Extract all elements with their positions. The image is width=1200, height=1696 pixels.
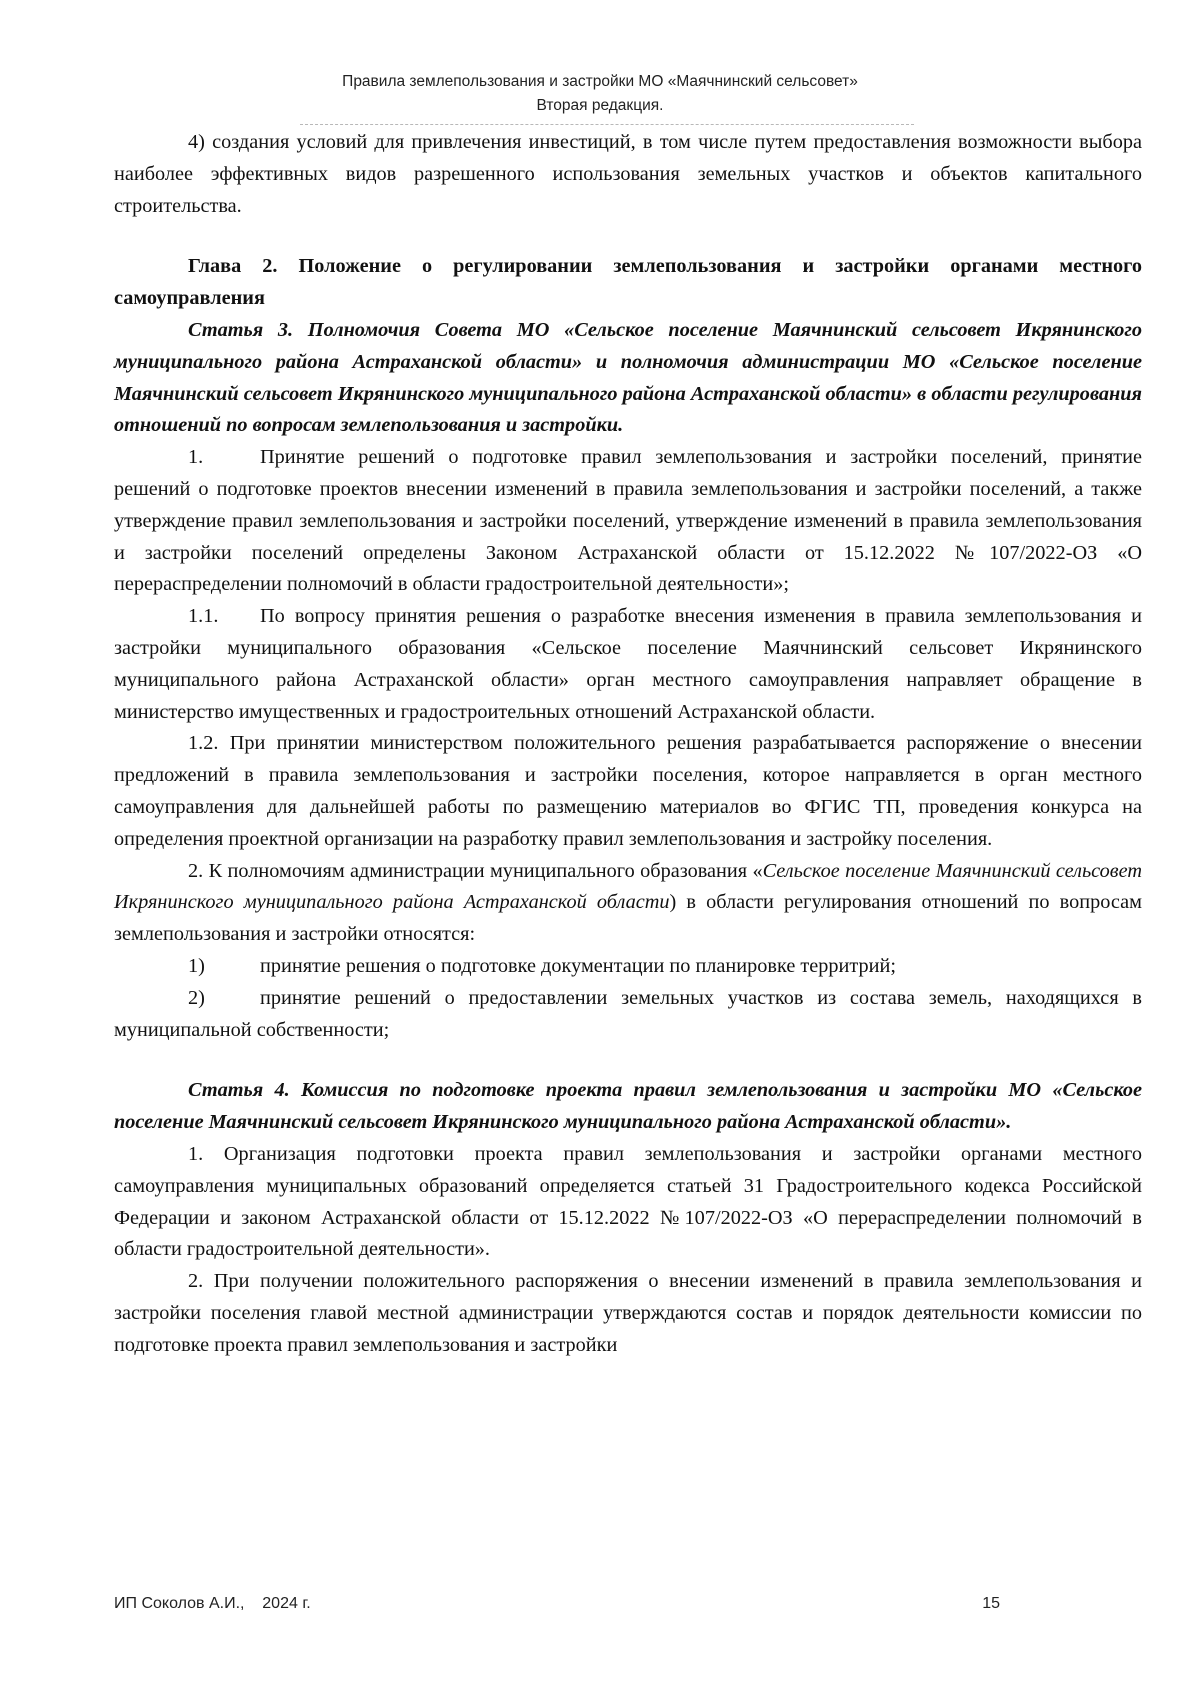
body-paragraph [114, 856, 1142, 951]
article-heading: Статья 3. Полномочия Совета МО «Сельское поселение Маячнинский сельсовет Икрянинского муниципального района Астраханской области» и полномочия администрации МО «Сельское поселение Маячнинский сельсовет Икрянинского муниципального района Астраханской области» в области регулирования отношений по вопросам землепользования и застройки. [114, 318, 1142, 437]
italic-span: Сельское поселение Маячнинский сельсовет Икрянинского муниципального района Астраханской области [114, 859, 1142, 914]
body-paragraph: 2. При получении положительного распоряжения о внесении изменений в правила землепользования и застройки поселения главой местной администрации утверждаются состав и порядок деятельности комиссии по подготовке проекта правил землепользования и застройки [114, 1270, 1142, 1356]
numbered-paragraph [114, 442, 1142, 601]
body-paragraph: 1. Организация подготовки проекта правил землепользования и застройки органами местного самоуправления муниципальных образований определяется статьей 31 Градостроительного кодекса Российской Федерации и законом Астраханской области от 15.12.2022 №107/2022-ОЗ «О перераспределении полномочий в области градостроительной деятельности». [114, 1142, 1142, 1261]
item-text: принятие решений о предоставлении земельных участков из состава земель, находящихся в муниципальной собственности; [114, 986, 1142, 1041]
item-number: 1.1. [188, 605, 219, 628]
item-number: 1. [188, 446, 204, 469]
item-number: 2) [188, 986, 205, 1009]
item-number: 1) [188, 954, 205, 977]
item-text: Принятие решений о подготовке правил землепользования и застройки поселений, принятие решений о подготовке проектов внесении изменений в правила землепользования и застройки поселений, а также утверждение правил землепользования и застройки поселений, утверждение изменений в правила землепользования и застройки поселений определены Законом Астраханской области от 15.12.2022 №107/2022-ОЗ «О перераспределении полномочий в области градостроительной деятельности»; [114, 446, 1142, 596]
header-divider [300, 124, 914, 125]
item-text: По вопросу принятия решения о разработке внесения изменения в правила землепользования и застройки муниципального образования «Сельское поселение Маячнинский сельсовет Икрянинского муниципального района Астраханской области» орган местного самоуправления направляет обращение в министерство имущественных и градостроительных отношений Астраханской области. [114, 605, 1142, 723]
numbered-paragraph [114, 951, 1142, 983]
header-title: Правила землепользования и застройки МО «Маячнинский сельсовет» [342, 73, 858, 90]
body-paragraph: 1.2. При принятии министерством положительного решения разрабатывается распоряжение о внесении предложений в правила землепользования и застройки поселения, которое направляется в орган местного самоуправления для дальнейшей работы по размещению материалов во ФГИС ТП, проведения конкурса на определения проектной организации на разработку правил землепользования и застройку поселения. [114, 732, 1142, 850]
document-body [114, 127, 1142, 1361]
item-text: принятие решения о подготовке документации по планировке территрий; [260, 954, 896, 977]
text-span: ) в области регулирования отношений по вопросам землепользования и застройки относятся: [114, 891, 1142, 946]
numbered-paragraph [114, 983, 1142, 1047]
body-paragraph: 4) создания условий для привлечения инвестиций, в том числе путем предоставления возможности выбора наиболее эффективных видов разрешенного использования земельных участков и объектов капитального строительства. [114, 131, 1142, 217]
chapter-heading: Глава 2. Положение о регулировании землепользования и застройки органами местного самоуправления [114, 255, 1142, 310]
text-span: 2. К полномочиям администрации муниципального образования « [188, 859, 763, 882]
running-header [0, 70, 1200, 118]
numbered-paragraph [114, 601, 1142, 728]
article-heading: Статья 4. Комиссия по подготовке проекта правил землепользования и застройки МО «Сельское поселение Маячнинский сельсовет Икрянинского муниципального района Астраханской области». [114, 1079, 1142, 1134]
header-edition: Вторая редакция. [536, 97, 664, 114]
page-number: 15 [982, 1595, 1000, 1612]
footer-author: ИП Соколов А.И., 2024 г. [114, 1595, 311, 1612]
